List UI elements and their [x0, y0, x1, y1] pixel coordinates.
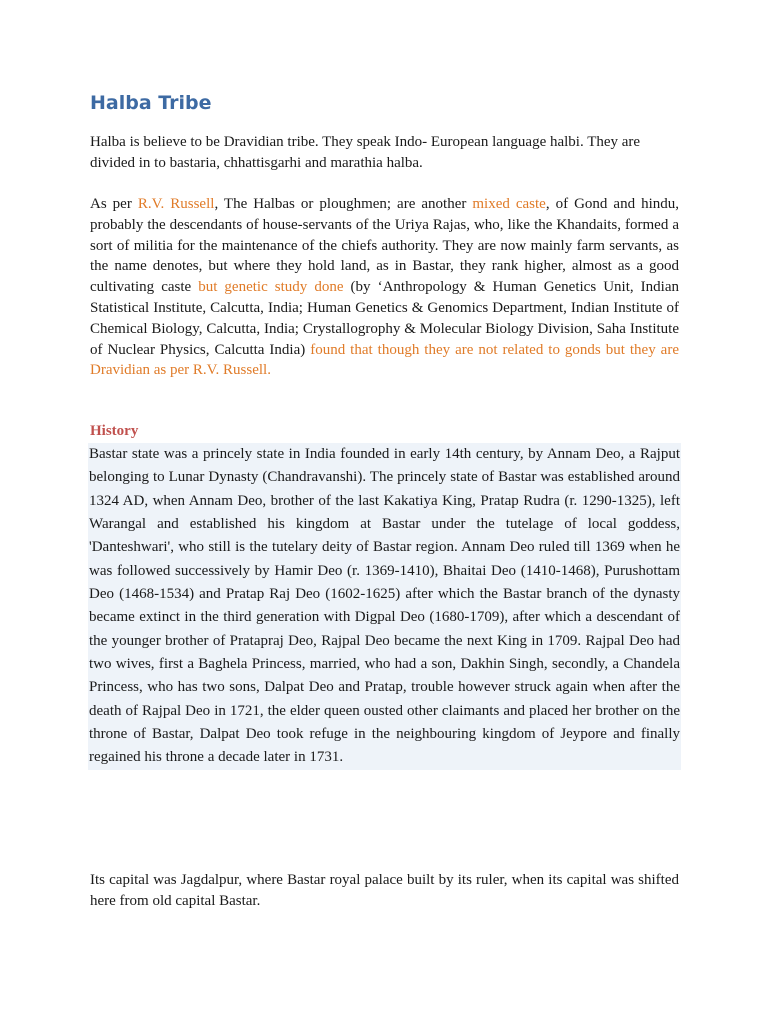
- russell-paragraph: [90, 194, 679, 381]
- intro-paragraph: Halba is believe to be Dravidian tribe. They speak Indo- European language halbi. They are divided in to bastaria, chhattisgarhi and marathia halba.: [90, 134, 641, 171]
- russell-link[interactable]: R.V. Russell: [137, 196, 215, 212]
- russell-text-4: (by ‘Anthropology & Human Genetics Unit, Indian Statistical Institute, Calcutta, India; Human Genetics & Genomics Department, Indian Institute of Chemical Biology, Calcutta, India; Crystallogrophy & Molecular Biology Division, Saha Institute of Nuclear Physics, Calcutta India): [90, 279, 679, 358]
- mixed-caste-link[interactable]: mixed caste: [472, 196, 546, 212]
- found-that-link[interactable]: found that though they are not related to gonds but they are Dravidian as per R.V. Russell.: [90, 341, 679, 379]
- capital-paragraph: Its capital was Jagdalpur, where Bastar royal palace built by its ruler, when its capital was shifted here from old capital Bastar.: [90, 872, 679, 909]
- genetic-study-link[interactable]: but genetic study done: [198, 279, 344, 296]
- page-title: Halba Tribe: [90, 92, 212, 114]
- history-paragraph: Bastar state was a princely state in India founded in early 14th century, by Annam Deo, a Rajput belonging to Lunar Dynasty (Chandravanshi). The princely state of Bastar was established around 1324 AD, when Annam Deo, brother of the last Kakatiya King, Pratap Rudra (r. 1290-1325), left Warangal and established his kingdom at Bastar under the tutelage of local goddess, 'Danteshwari', who still is the tutelary deity of Bastar region. Annam Deo ruled till 1369 when he was followed successively by Hamir Deo (r. 1369-1410), Bhaitai Deo (1410-1468), Purushottam Deo (1468-1534) and Pratap Raj Deo (1602-1625) after which the Bastar branch of the dynasty became extinct in the third generation with Digpal Deo (1680-1709), after which a descendant of the younger brother of Pratapraj Deo, Rajpal Deo became the next King in 1709. Rajpal Deo had two wives, first a Baghela Princess, married, who had a son, Dakhin Singh, secondly, a Chandela Princess, who has two sons, Dalpat Deo and Pratap, trouble however struck again when after the death of Rajpal Deo in 1721, the elder queen ousted other claimants and placed her brother on the throne of Bastar, Dalpat Deo took refuge in the neighbouring kingdom of Jeypore and finally regained his throne a decade later in 1731.: [88, 443, 681, 770]
- russell-text-3: , of Gond and hindu, probably the descendants of house-servants of the Uriya Rajas, who, like the Khandaits, formed a sort of militia for the maintenance of the chiefs authority. They are now mainly farm servants, as the name denotes, but where they hold land, as in Bastar, they rank higher, almost as a good cultivating caste: [90, 196, 680, 296]
- russell-text-2: , The Halbas or ploughmen; are another: [214, 196, 473, 212]
- russell-text-1: As per: [90, 196, 138, 212]
- history-heading: History: [90, 423, 139, 439]
